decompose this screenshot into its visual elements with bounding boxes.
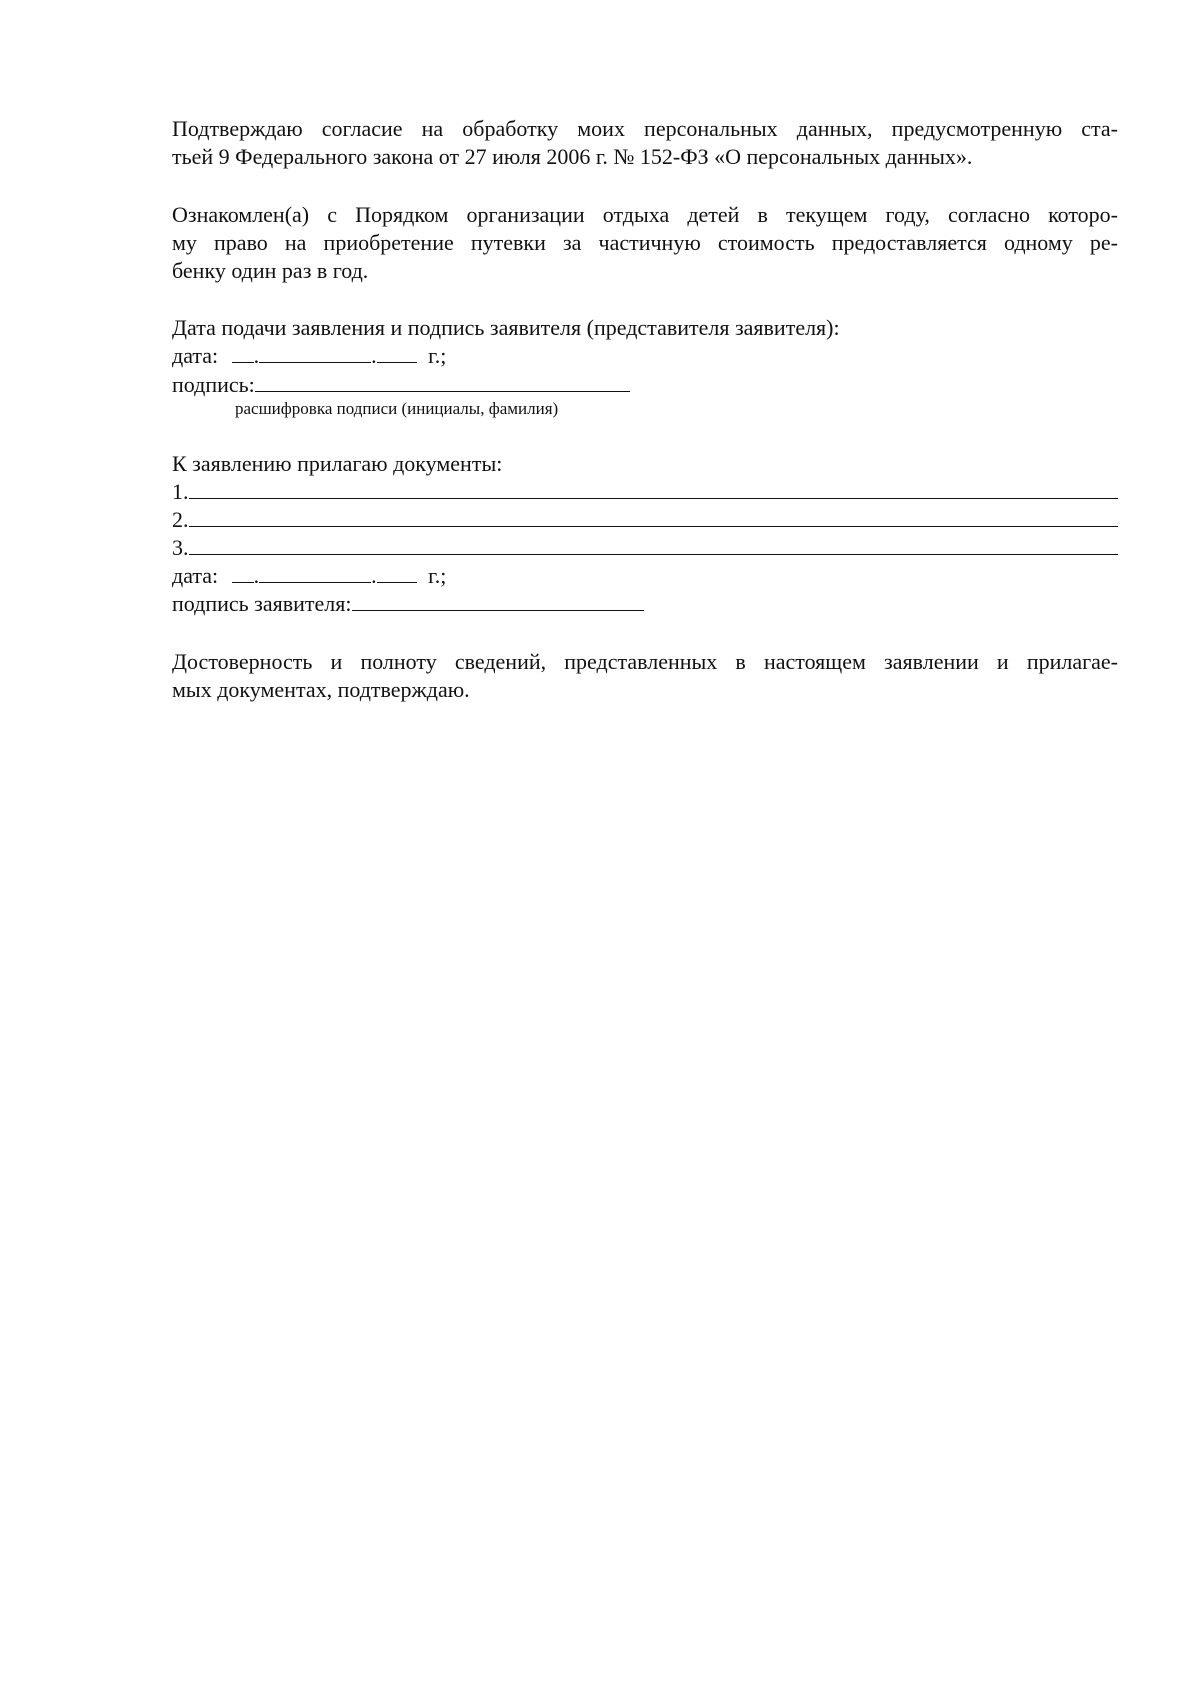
- attachments-day-field[interactable]: [232, 562, 254, 583]
- submission-date-row: [172, 342, 446, 370]
- submission-month-field[interactable]: [259, 342, 371, 363]
- attachments-year-suffix: г.;: [428, 563, 447, 588]
- attachment-row-3: [172, 534, 1118, 562]
- attachments-date-label: дата:: [172, 563, 219, 588]
- submission-year-field[interactable]: [377, 342, 417, 363]
- applicant-signature-field[interactable]: [352, 590, 644, 611]
- submission-signature-field[interactable]: [255, 371, 630, 392]
- submission-signature-row: [172, 371, 630, 399]
- confirmation-text-line-1: Достоверность и полноту сведений, представленных в настоящем заявлении и прилагае-: [172, 649, 1118, 674]
- attachments-heading: К заявлению прилагаю документы:: [172, 451, 503, 476]
- acquaintance-text-line-3: бенку один раз в год.: [172, 258, 369, 283]
- attachment-number-3: 3.: [172, 535, 189, 560]
- attachment-row-2: [172, 506, 1118, 534]
- submission-signature-label: подпись:: [172, 372, 255, 397]
- attachments-year-field[interactable]: [377, 562, 417, 583]
- consent-text-line-2: тьей 9 Федерального закона от 27 июля 2006 г. № 152-ФЗ «О персональных данных».: [172, 144, 973, 169]
- submission-heading: Дата подачи заявления и подпись заявителя (представителя заявителя):: [172, 315, 840, 340]
- submission-day-field[interactable]: [232, 342, 254, 363]
- acquaintance-text-line-1: Ознакомлен(а) с Порядком организации отдыха детей в текущем году, согласно которо-: [172, 202, 1118, 227]
- attachment-field-1[interactable]: [189, 478, 1118, 499]
- attachments-date-row: [172, 562, 446, 590]
- submission-date-label: дата:: [172, 343, 219, 368]
- consent-text-line-1: Подтверждаю согласие на обработку моих персональных данных, предусмотренную ста-: [172, 116, 1118, 141]
- date-separator: .: [253, 563, 260, 588]
- attachment-field-2[interactable]: [189, 506, 1118, 527]
- date-separator: .: [253, 343, 260, 368]
- attachment-number-1: 1.: [172, 479, 189, 504]
- applicant-signature-label: подпись заявителя:: [172, 591, 352, 616]
- date-separator: .: [371, 563, 377, 588]
- attachments-month-field[interactable]: [259, 562, 371, 583]
- signature-caption: расшифровка подписи (инициалы, фамилия): [235, 399, 559, 418]
- applicant-signature-row: [172, 590, 644, 618]
- confirmation-text-line-2: мых документах, подтверждаю.: [172, 677, 470, 702]
- attachment-number-2: 2.: [172, 507, 189, 532]
- acquaintance-text-line-2: му право на приобретение путевки за частичную стоимость предоставляется одному ре-: [172, 230, 1118, 255]
- submission-year-suffix: г.;: [428, 343, 447, 368]
- date-separator: .: [371, 343, 377, 368]
- attachment-field-3[interactable]: [189, 534, 1118, 555]
- attachment-row-1: [172, 478, 1118, 506]
